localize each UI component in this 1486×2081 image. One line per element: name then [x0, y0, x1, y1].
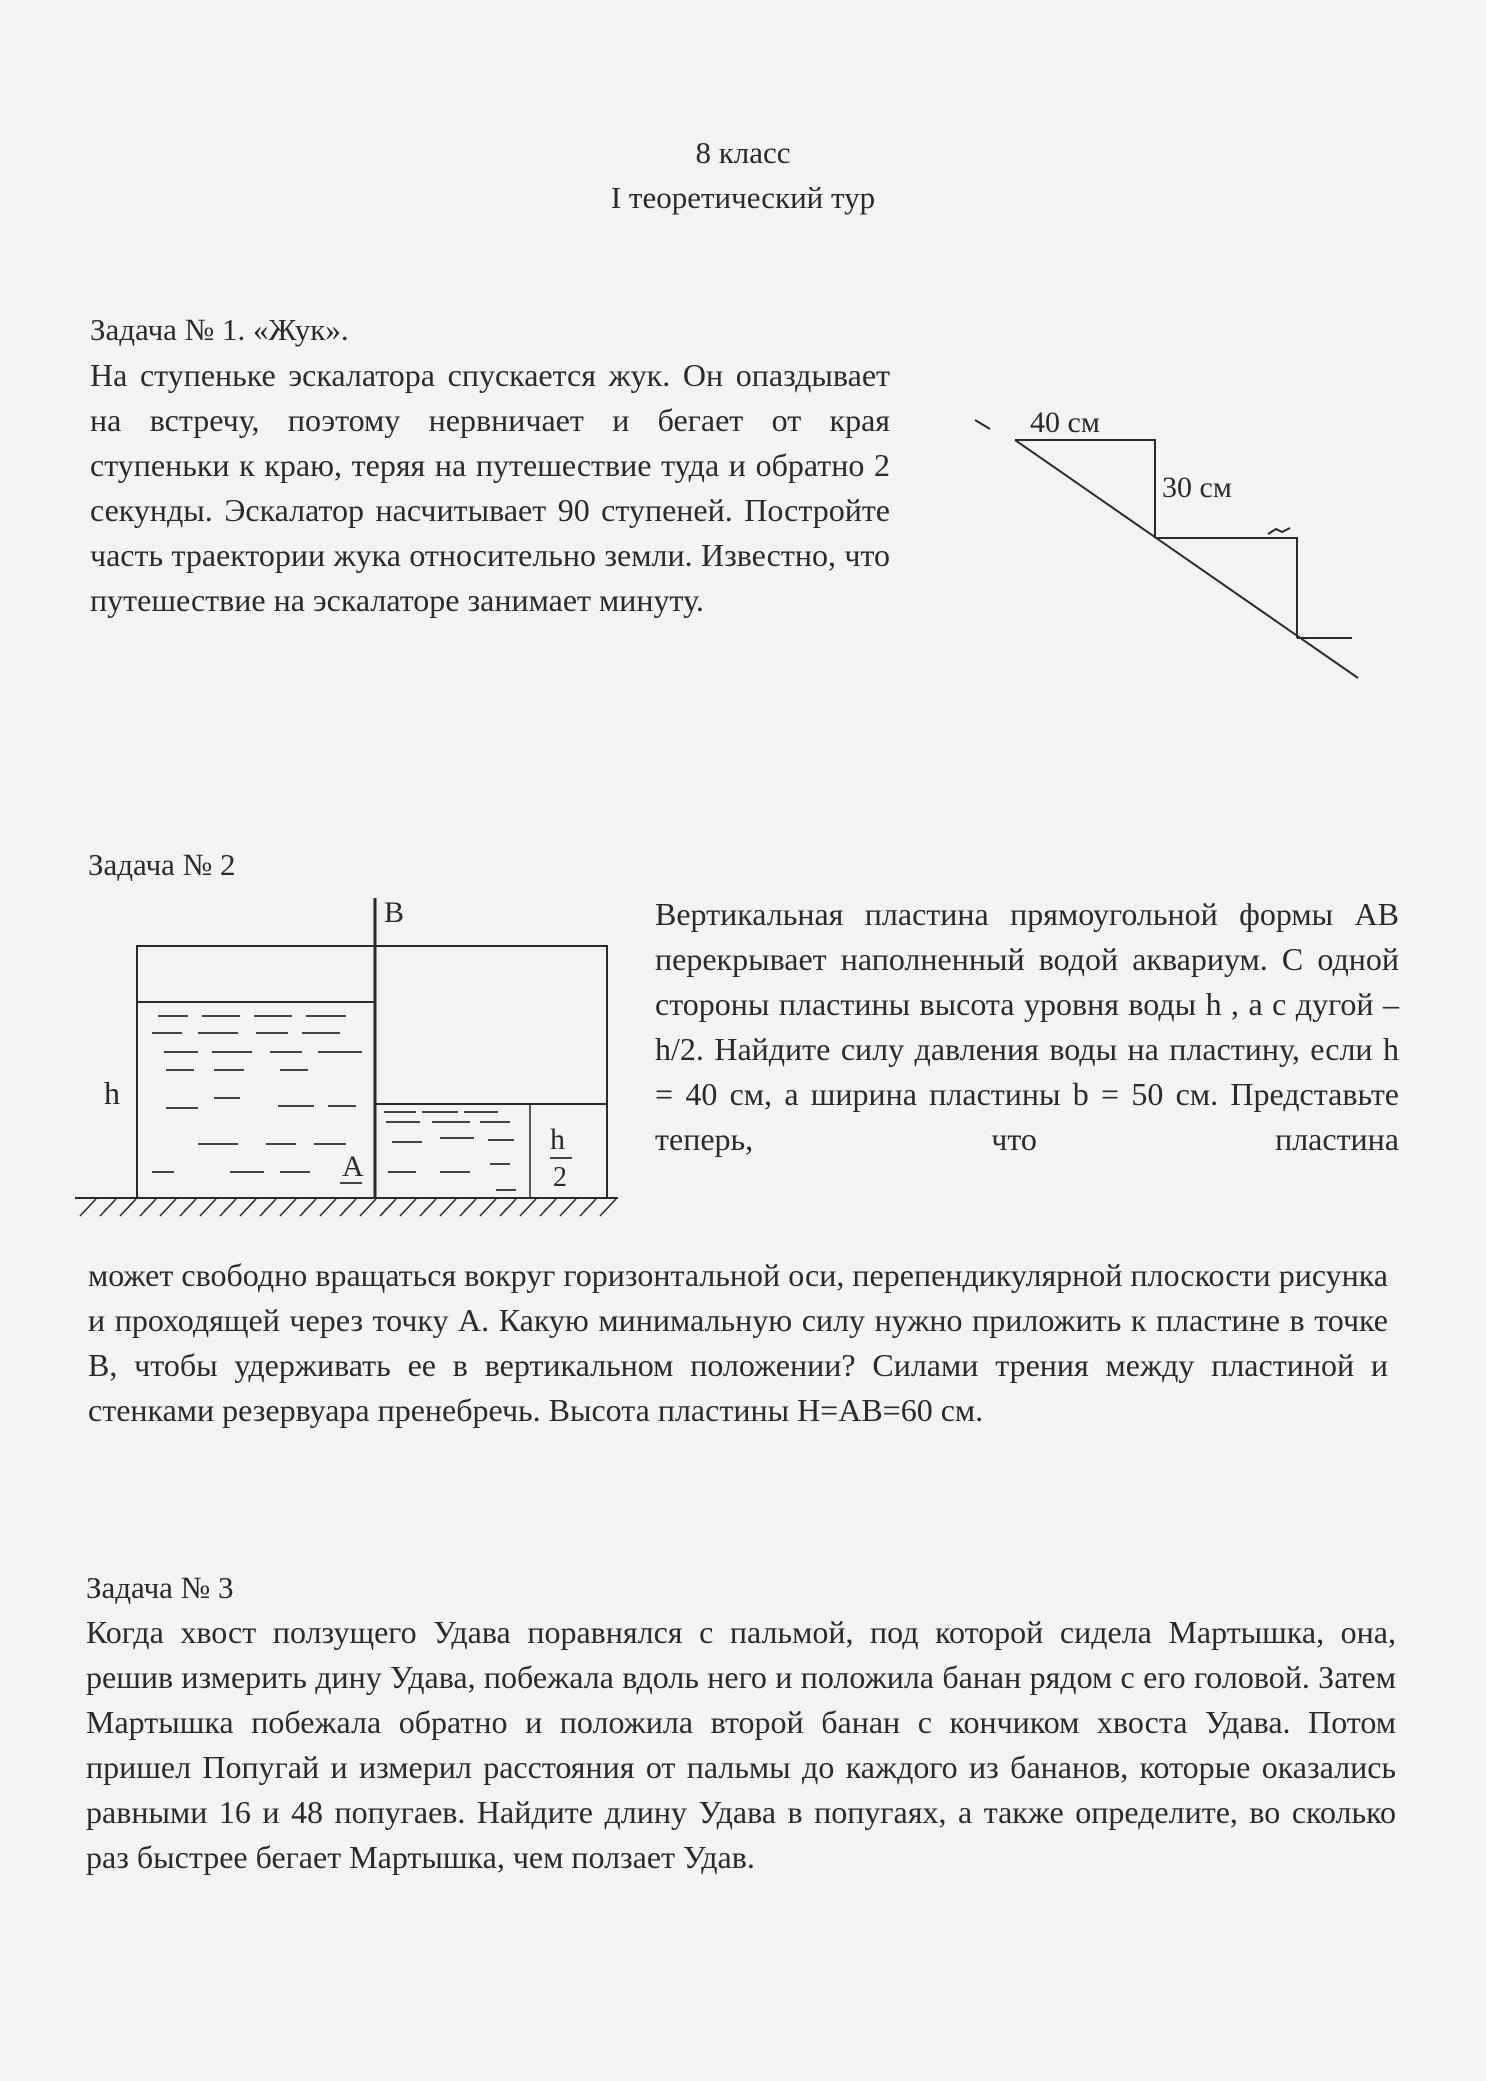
- left-water-dashes: [152, 1016, 362, 1172]
- half-height-denominator: 2: [553, 1162, 567, 1193]
- task2-text-full: может свободно вращаться вокруг горизонтальной оси, перепендикулярной плоскости рисунка и проходящей через точку А. Какую минимальную силу нужно приложить к пластине в точке В, чтобы удерживать ее в вертикальном положении? Силами трения между пластиной и стенками резервуара пренебречь. Высота пластины H=АВ=60 см.: [88, 1257, 1388, 1428]
- grade-heading: 8 класс: [695, 135, 791, 170]
- right-water-dashes: [384, 1112, 516, 1190]
- point-a-label: А: [342, 1150, 364, 1183]
- round-heading: I теоретический тур: [610, 180, 876, 215]
- half-height-numerator: h: [550, 1123, 565, 1156]
- water-height-label: h: [104, 1075, 120, 1111]
- step-width-label: 40 см: [1030, 406, 1100, 439]
- step-height-label: 30 см: [1162, 471, 1232, 504]
- beetle-mark: [1268, 528, 1290, 534]
- point-b-label: В: [384, 896, 405, 929]
- aquarium-figure: [70, 890, 630, 1230]
- figure-tick: [975, 420, 990, 429]
- escalator-steps-figure: [960, 390, 1360, 690]
- task3-title: Задача № 3: [86, 1570, 234, 1605]
- task3-text: Когда хвост ползущего Удава поравнялся с пальмой, под которой сидела Мартышка, она, решив измерить дину Удава, побежала вдоль него и положила банан рядом с его головой. Затем Мартышка побежала обратно и положила второй банан с кончиком хвоста Удава. Потом пришел Попугай и измерил расстояния от пальмы до каждого из бананов, которые оказались равными 16 и 48 попугаев. Найдите длину Удава в попугаях, а также определите, во сколько раз быстрее бегает Мартышка, чем ползает Удав.: [86, 1614, 1396, 1875]
- task1-text: На ступеньке эскалатора спускается жук. Он опаздывает на встречу, поэтому нервничает и бегает от края ступеньки к краю, теряя на путешествие туда и обратно 2 секунды. Эскалатор насчитывает 90 ступеней. Постройте часть траектории жука относительно земли. Известно, что путешествие на эскалаторе занимает минуту.: [90, 357, 890, 618]
- aquarium-walls: [137, 946, 607, 1198]
- task2-title: Задача № 2: [88, 847, 236, 882]
- floor-hatching: [75, 1198, 618, 1216]
- task2-text-right: Вертикальная пластина прямоугольной формы АВ перекрывает наполненный водой аквариум. С одной стороны пластины высота уровня воды h , а с дугой – h/2. Найдите силу давления воды на пластину, если h = 40 см, а ширина пластины b = 50 см. Представьте теперь, что пластина: [655, 896, 1399, 1157]
- task1-title: Задача № 1. «Жук».: [90, 312, 349, 347]
